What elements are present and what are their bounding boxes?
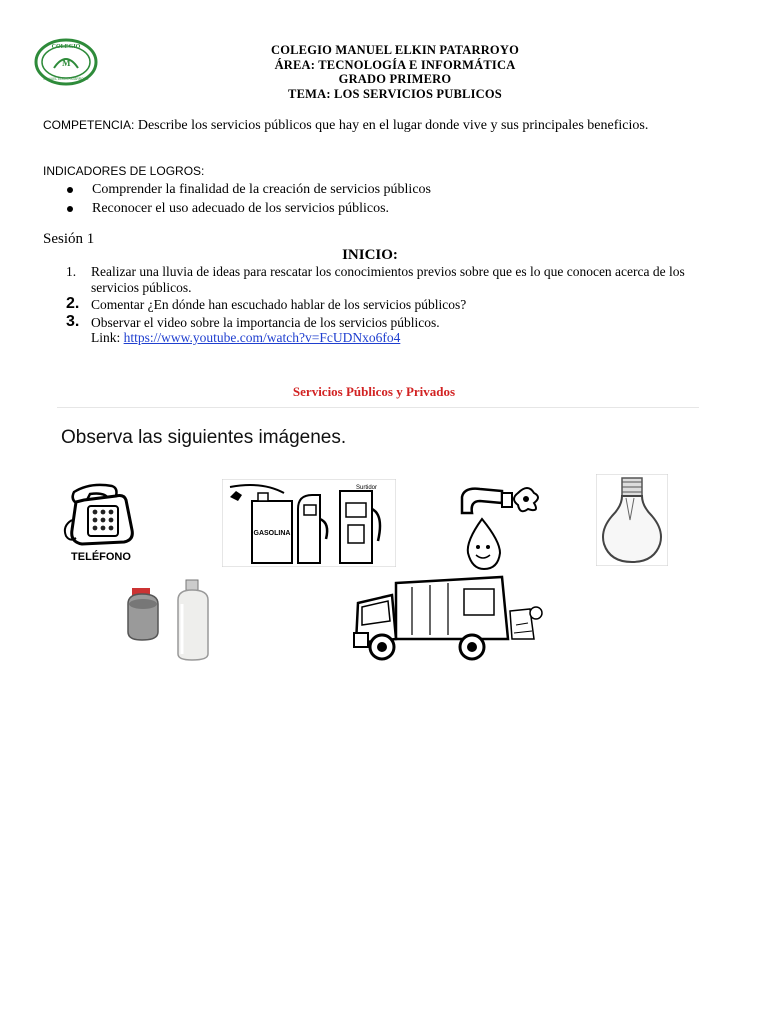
document-header: [150, 43, 640, 101]
telefono-caption: TELÉFONO: [71, 551, 131, 563]
garbage-truck-image: [352, 573, 548, 667]
telephone-image: [60, 480, 142, 564]
inicio-heading: INICIO:: [342, 247, 398, 263]
school-name: COLEGIO MANUEL ELKIN PATARROYO: [270, 43, 520, 57]
step-number: 2.: [66, 295, 80, 312]
svg-text:M: M: [62, 58, 71, 68]
surtidor-label: Surtidor: [356, 485, 378, 491]
list-item: [66, 297, 696, 313]
logo-text-bottom: MANUEL ELKIN PATARROYO: [43, 77, 89, 81]
water-tap-image: [458, 483, 542, 571]
step-text: Comentar ¿En dónde han escuchado hablar de los servicios públicos?: [91, 297, 467, 312]
list-item: Comprender la finalidad de la creación de servicios públicos: [64, 180, 431, 199]
school-logo: [34, 38, 98, 86]
bullet-icon: [67, 206, 73, 212]
list-item: Reconocer el uso adecuado de los servicios públicos.: [64, 199, 431, 218]
session-label: Sesión 1: [43, 231, 95, 247]
step-number: 1.: [66, 264, 77, 279]
panel-heading: Observa las siguientes imágenes.: [61, 427, 347, 448]
list-item: [66, 312, 696, 346]
section-subtitle: Servicios Públicos y Privados: [292, 384, 456, 399]
logo-text: COLEGIO: [51, 44, 81, 50]
gas-pump-image: [222, 479, 396, 567]
step-number: 3.: [66, 312, 80, 330]
light-bulb-image: [596, 474, 668, 566]
gasolina-label: GASOLINA: [253, 530, 291, 537]
gas-cylinder-image: [122, 574, 218, 662]
steps-list: [66, 264, 696, 348]
indicadores-list: [64, 180, 431, 218]
indicadores-label: INDICADORES DE LOGROS:: [43, 164, 205, 178]
competencia-paragraph: [43, 117, 697, 134]
step-text: Realizar una lluvia de ideas para rescatar los conocimientos previos sobre que es lo que conocen acerca de los servicios públicos.: [91, 264, 685, 295]
link-label: Link:: [91, 330, 121, 345]
area-line: ÁREA: TECNOLOGÍA E INFORMÁTICA: [274, 57, 516, 72]
step-text: Observar el video sobre la importancia de los servicios públicos.: [91, 314, 440, 330]
bullet-icon: [67, 187, 73, 193]
grade-line: GRADO PRIMERO: [338, 72, 452, 86]
competencia-text: Describe los servicios públicos que hay en el lugar donde vive y sus principales beneficios.: [137, 118, 649, 133]
topic-line: TEMA: LOS SERVICIOS PUBLICOS: [288, 86, 502, 101]
video-link[interactable]: https://www.youtube.com/watch?v=FcUDNxo6fo4: [123, 330, 401, 345]
list-item: [66, 264, 696, 295]
competencia-label: COMPETENCIA:: [43, 118, 135, 132]
